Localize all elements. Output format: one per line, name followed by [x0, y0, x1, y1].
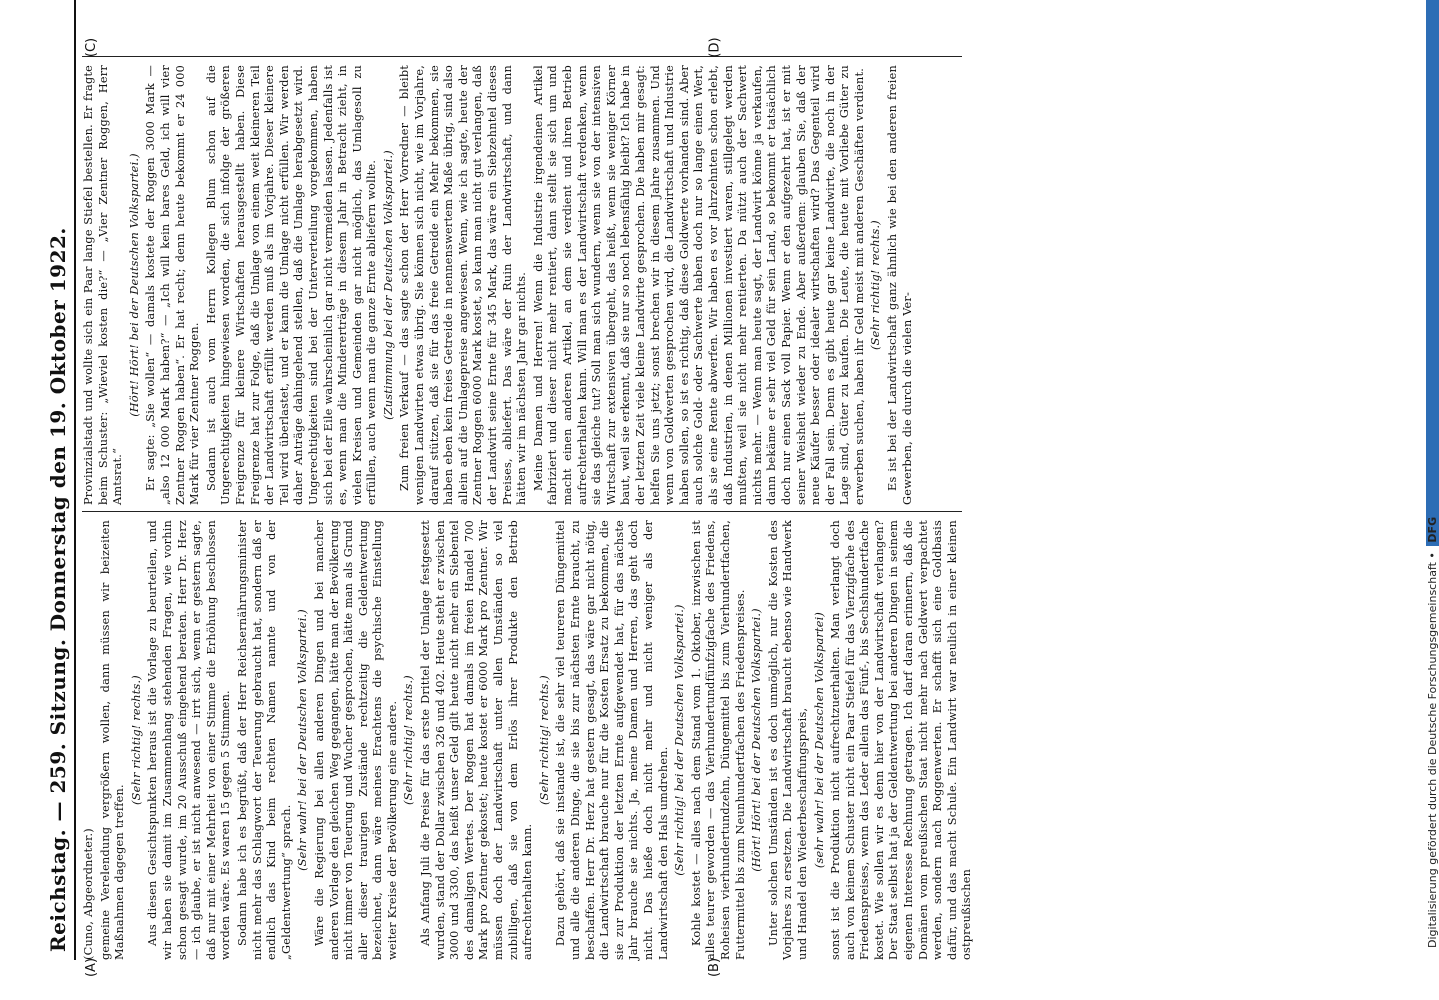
rotated-newspaper-page: [44, 0, 979, 960]
text-column-2: [82, 65, 962, 505]
column-divider: [82, 511, 962, 512]
interjection: (Zustimmung bei der Deutschen Volkspartei.): [381, 150, 395, 420]
interjection: (Sehr richtig! rechts.): [402, 675, 416, 805]
interjection: (Sehr richtig! bei der Deutschen Volkspartei.): [673, 604, 687, 876]
paragraph: Als Anfang Juli die Preise für das erste Drittel der Umlage festgesetzt wurden, stand der Dollar zwischen 326 und 402. Heute steht er zwischen 3000 und 3300, das heißt unser Geld gilt heute nicht mehr ein Siebentel des damaligen Wertes. Der Roggen hat damals im freien Handel 700 Mark pro Zentner gekostet; heute kostet er 6000 Mark pro Zentner. Wir müssen doch der Landwirtschaft unter allen Umständen so viel zubilligen, daß sie von dem Erlös ihrer Produkte den Betrieb aufrechterhalten kann.: [419, 520, 535, 960]
paragraph: Wäre die Regierung bei allen anderen Dingen und bei mancher anderen Vorlage den gleichen Weg gegangen, hätte man der Bevölkerung nicht immer von Teuerung und Wucher gesprochen, hätte man als Grund aller dieser traurigen Zustände rechtzeitig die Geldentwertung bezeichnet, dann wäre meines Erachtens die psychische Einstellung weiter Kreise der Bevölkerung eine andere.: [312, 520, 399, 960]
paragraph: Provinzialstadt und wollte sich ein Paar lange Stiefel bestellen. Er fragte beim Schuster: „Wieviel kosten die?“ — „Vier Zentner Roggen, Herr Amtsrat.“: [82, 65, 125, 505]
page-title: Reichstag. — 259. Sitzung. Donnerstag den 19. Oktober 1922.: [46, 227, 70, 952]
digitization-text: Digitalisierung gefördert durch die Deutsche Forschungsgemeinschaft •: [1426, 552, 1439, 948]
paragraph: Er sagte: „Sie wollen“ — damals kostete der Roggen 3000 Mark — „also 12 000 Mark haben?“ — „Ich will kein bares Geld, ich will vier Zentner Roggen haben“. Er hat recht; denn heute bekommt er 24 000 Mark für vier Zentner Roggen.: [144, 65, 202, 505]
interjection: (Sehr wahr! bei der Deutschen Volkspartei.): [296, 609, 310, 871]
interjection: (sehr wahr! bei der Deutschen Volkspartei): [812, 611, 826, 869]
dfg-logo: DFG: [1426, 0, 1439, 546]
paragraph: Es ist bei der Landwirtschaft ganz ähnlich wie bei den anderen freien Gewerben, die durch die vielen Ver-: [886, 65, 914, 505]
paragraph: Kohle kostet — alles nach dem Stand vom 1. Oktober, inzwischen ist alles teurer geworden — das Vierhundertundfünfzigfache des Friedens, Roheisen vierhundertundzehn, Düngemittel bis zum Vierhundertfachen, Futtermittel bis zum Neunhundertfachen des Friedenspreises.: [689, 520, 747, 960]
paragraph: Sodann habe ich es begrüßt, daß der Herr Reichsernährungsminister nicht mehr das Schlagwort der Teuerung gebraucht hat, sondern daß er endlich das Kind beim rechten Namen nannte und von der „Geldentwertung“ sprach.: [235, 520, 293, 960]
margin-letter-a: (A): [84, 957, 100, 978]
paragraph: sonst ist die Produktion nicht aufrechtzuerhalten. Man verlangt doch auch von keinem Schuster nicht ein Paar Stiefel für das Vierzigfache des Friedenspreises, wenn das Leder allein das Fünf-, bis Sechshundertfache kostet. Wie sollen wir es denn hier von der Landwirtschaft verlangen? Der Staat selbst hat ja der Geldentwertung bei anderen Dingen in seinem eigenen Interesse Rechnung getragen. Ich darf daran erinnern, daß die Domänen vom preußischen Staat nicht mehr nach Geldwert verpachtet werden, sondern nach Roggenwerten. Er schafft sich eine Goldbasis dafür, und das macht Schule. Ein Landwirt war neulich in einer kleinen ostpreußischen: [829, 520, 974, 960]
paragraph: Zum freien Verkauf — das sagte schon der Herr Vorredner — bleibt wenigen Landwirten etwas übrig. Sie können sich nicht, wie im Vorjahre, darauf stützen, daß sie für das freie Getreide ein Mehr bekommen, sie haben eben kein freies Getreide in nennenswertem Maße übrig, sind also allein auf die Umlagepreise angewiesen. Wenn, wie ich sagte, heute der Zentner Roggen 6000 Mark kostet, so kann man nicht gut verlangen, daß der Landwirt seine Ernte für 345 Mark, das wäre ein Siebzehntel dieses Preises, abliefert. Das wäre der Ruin der Landwirtschaft, und dann hätten wir im nächsten Jahr gar nichts.: [398, 65, 529, 505]
interjection: (Hört! Hört! bei der Deutschen Volkspartei.): [127, 153, 141, 417]
interjection: (Sehr richtig! rechts.): [869, 220, 883, 350]
margin-letter-c: (C): [84, 37, 100, 58]
column-divider: [82, 56, 962, 57]
margin-letter-d: (D): [707, 37, 723, 58]
page-header: [44, 0, 76, 960]
interjection: (Sehr richtig! rechts.): [537, 675, 551, 805]
paragraph: Unter solchen Umständen ist es doch unmöglich, nur die Kosten des Vorjahres zu ersetzen. Die Landwirtschaft braucht ebenso wie Handwerk und Handel den Wiederbeschaffungspreis,: [766, 520, 809, 960]
paragraph: Meine Damen und Herren! Wenn die Industrie irgendeinen Artikel fabriziert und dieser nicht mehr rentiert, dann stellt sie sich um und macht einen anderen Artikel, an dem sie verdient und ihren Betrieb aufrechterhalten kann. Will man es der Landwirtschaft verdenken, wenn sie das gleiche tut? Soll man sich wundern, wenn sie von der intensiven Wirtschaft zur extensiven übergeht, das heißt, wenn sie weniger Körner baut, weil sie erkennt, daß sie nur so noch lebensfähig bleibt? Ich habe in der letzten Zeit viele kleine Landwirte gesprochen. Die haben mir gesagt: helfen Sie uns jetzt; sonst brechen wir in diesem Jahre zusammen. Und wenn von Goldwerten gesprochen wird, die Landwirtschaft und Industrie haben sollen, so ist es richtig, daß diese Goldwerte vorhanden sind. Aber auch solche Gold- oder Sachwerte haben doch nur so lange einen Wert, als sie eine Rente abwerfen. Wir haben es vor Jahrzehnten schon erlebt, daß Industrien, in denen Millionen investiert waren, stillgelegt werden mußten, weil sie nicht mehr rentierten. Da nützt auch der Sachwert nichts mehr. — Wenn man heute sagt, der Landwirt könne ja verkaufen, dann bekäme er sehr viel Geld für sein Land, so bekommt er tatsächlich doch nur einen Sack voll Papier. Wenn er den aufgezehrt hat, ist er mit seiner Weisheit wieder zu Ende. Aber außerdem: glauben Sie, daß der neue Käufer besser oder idealer wirtschaften wird? Das Gegenteil wird der Fall sein. Denn es gibt heute gar keine Landwirte, die noch in der Lage sind, Güter zu kaufen. Die Leute, die heute mit Vorliebe Güter zu erwerben suchen, haben ihr Geld meist mit anderen Geschäften verdient.: [531, 65, 866, 505]
speaker-line: (Cuno, Abgeordneter.): [82, 828, 95, 960]
interjection: (Sehr richtig! rechts.): [129, 675, 143, 805]
text-column-1: [82, 520, 974, 960]
digitization-note: [1408, 8, 1439, 992]
margin-letter-b: (B): [707, 957, 723, 978]
paragraph: Sodann ist auch vom Herrn Kollegen Blum schon auf die Ungerechtigkeiten hingewiesen worden, die sich infolge der größeren Freigrenze für kleinere Wirtschaften herausgestellt haben. Diese Freigrenze hat zur Folge, daß die Umlage von einem weit kleineren Teil der Landwirtschaft erfüllt werden muß als im Vorjahre. Dieser kleinere Teil wird überlastet, und er kann die Umlage nicht erfüllen. Wir werden daher Anträge dahingehend stellen, daß die Umlage herabgesetzt wird. Ungerechtigkeiten sind bei der Unterverteilung vorgekommen, haben sich bei der Eile wahrscheinlich gar nicht vermeiden lassen. Jedenfalls ist es, wenn man die Mindererträge in diesem Jahr in Betracht zieht, in vielen Kreisen und Gemeinden gar nicht möglich, das Umlagesoll zu erfüllen, auch wenn man die ganze Ernte abliefern wollte.: [204, 65, 379, 505]
interjection: (Hört! Hört! bei der Deutschen Volkspartei.): [750, 608, 764, 872]
paragraph: Dazu gehört, daß sie instande ist, die sehr viel teureren Düngemittel und alle die anderen Dinge, die sie bis zur nächsten Ernte braucht, zu beschaffen. Herr Dr. Herz hat gestern gesagt, das wäre gar nicht nötig, die Landwirtschaft brauche nur für die Kosten Ersatz zu bekommen, die sie zur Produktion der letzten Ernte aufgewendet hat, für das nächste Jahr brauche sie nichts. Ja, meine Damen und Herren, das geht doch nicht. Das hieße doch nicht mehr und nicht weniger als der Landwirtschaft den Hals umdrehen.: [554, 520, 670, 960]
paragraph: gemeine Verelendung vergrößern wollen, dann müssen wir beizeiten Maßnahmen dagegen treffen.: [98, 520, 127, 960]
text-column-3-empty: [82, 0, 962, 50]
paragraph: Aus diesen Gesichtspunkten heraus ist die Vorlage zu beurteilen, und wir haben sie damit im Zusammenhang stehenden Fragen, wie vorhin schon gesagt wurde, im 20 Ausschuß eingehend beraten. Herr Dr. Herz — ich glaube, er ist nicht anwesend — irrt sich, wenn er gestern sagte, daß nur mit einer Mehrheit von einer Stimme die Erhöhung beschlossen worden wäre. Es waren 15 gegen 5 Stimmen.: [146, 520, 233, 960]
